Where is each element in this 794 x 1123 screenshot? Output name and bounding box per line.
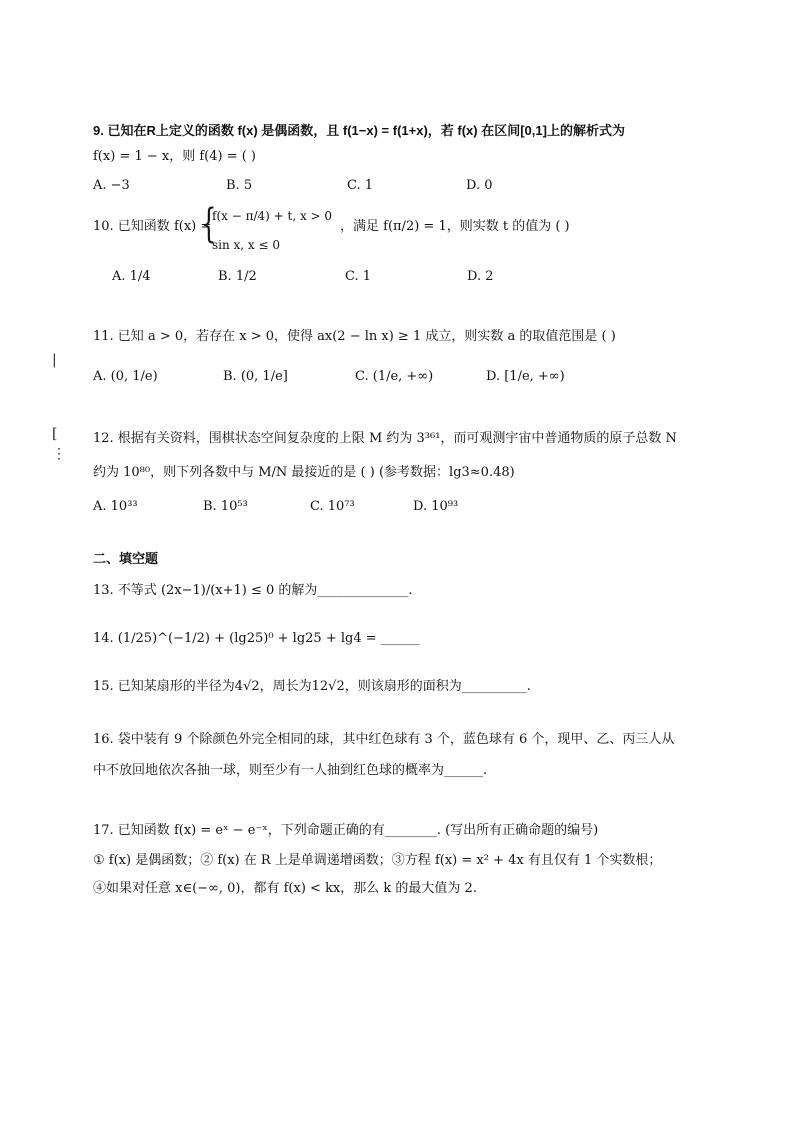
q9-option-a: A. −3 [93,178,130,193]
q15-text: 15. 已知某扇形的半径为4√2，周长为12√2，则该扇形的面积为__________. [93,679,531,694]
q16-line1: 16. 袋中装有 9 个除颜色外完全相同的球，其中红色球有 3 个，蓝色球有 6 个，现甲、乙、丙三人从 [93,732,675,747]
q9-text-1: 9. 已知在R上定义的函数 f(x) 是偶函数，且 f(1−x) = f(1+x)，若 f(x) 在区间[0,1]上的解析式为 [93,123,625,138]
q10-option-a: A. 1/4 [112,269,151,284]
q12-option-a: A. 10³³ [93,499,138,514]
section-fill-in-blank: 二、填空题 [93,551,159,566]
q16-line2: 中不放回地依次各抽一球，则至少有一人抽到红色球的概率为______. [93,763,488,778]
q12-line1: 12. 根据有关资料，围棋状态空间复杂度的上限 M 约为 3³⁶¹，而可观测宇宙中普通物质的原子总数 N [93,431,677,446]
q17-line1: 17. 已知函数 f(x) = eˣ − e⁻ˣ，下列命题正确的有________. (写出所有正确命题的编号) [93,823,599,838]
q12-option-b: B. 10⁵³ [203,499,248,514]
q9-option-d: D. 0 [466,178,493,193]
q12-option-c: C. 10⁷³ [310,499,355,514]
q11-option-d: D. [1/e, +∞) [486,369,565,384]
q10-option-c: C. 1 [345,269,372,284]
q10-prefix: 10. 已知函数 f(x) = [93,219,212,234]
margin-mark-2: [ [52,426,58,442]
q9-option-b: B. 5 [226,178,253,193]
q13-text: 13. 不等式 (2x−1)/(x+1) ≤ 0 的解为______________. [93,583,413,598]
q11-text: 11. 已知 a > 0，若存在 x > 0，使得 ax(2 − ln x) ≥ 1 成立，则实数 a 的取值范围是 ( ) [93,329,616,344]
q10-suffix: ，满足 f(π/2) = 1，则实数 t 的值为 ( ) [340,219,570,234]
q12-option-d: D. 10⁹³ [413,499,459,514]
q10-option-d: D. 2 [467,269,494,284]
q11-option-a: A. (0, 1/e) [93,369,158,384]
margin-mark-3: ⋮ [52,446,66,462]
q9-line1 [93,122,625,141]
q14-text: 14. (1/25)^(−1/2) + (lg25)⁰ + lg25 + lg4 = ______ [93,631,420,646]
q17-line3: ④如果对任意 x∈(−∞, 0)，都有 f(x) < kx，那么 k 的最大值为 2. [93,881,477,896]
q11-option-b: B. (0, 1/e] [223,369,288,384]
q9-line2 [93,148,256,166]
q9-text-2: f(x) = 1 − x，则 f(4) = ( ) [93,149,256,164]
q17-line2: ① f(x) 是偶函数；② f(x) 在 R 上是单调递增函数；③方程 f(x) = x² + 4x 有且仅有 1 个实数根； [93,853,662,868]
q10-option-b: B. 1/2 [218,269,257,284]
q12-line2: 约为 10⁸⁰，则下列各数中与 M/N 最接近的是 ( ) (参考数据：lg3≈0.48) [93,465,515,480]
q11-option-c: C. (1/e, +∞) [355,369,434,384]
piecewise-brace: { [201,201,217,247]
margin-mark-1: | [52,352,57,368]
q10-case1: f(x − π/4) + t, x > 0 [212,209,333,223]
q10-case2: sin x, x ≤ 0 [212,238,281,252]
q9-option-c: C. 1 [347,178,374,193]
